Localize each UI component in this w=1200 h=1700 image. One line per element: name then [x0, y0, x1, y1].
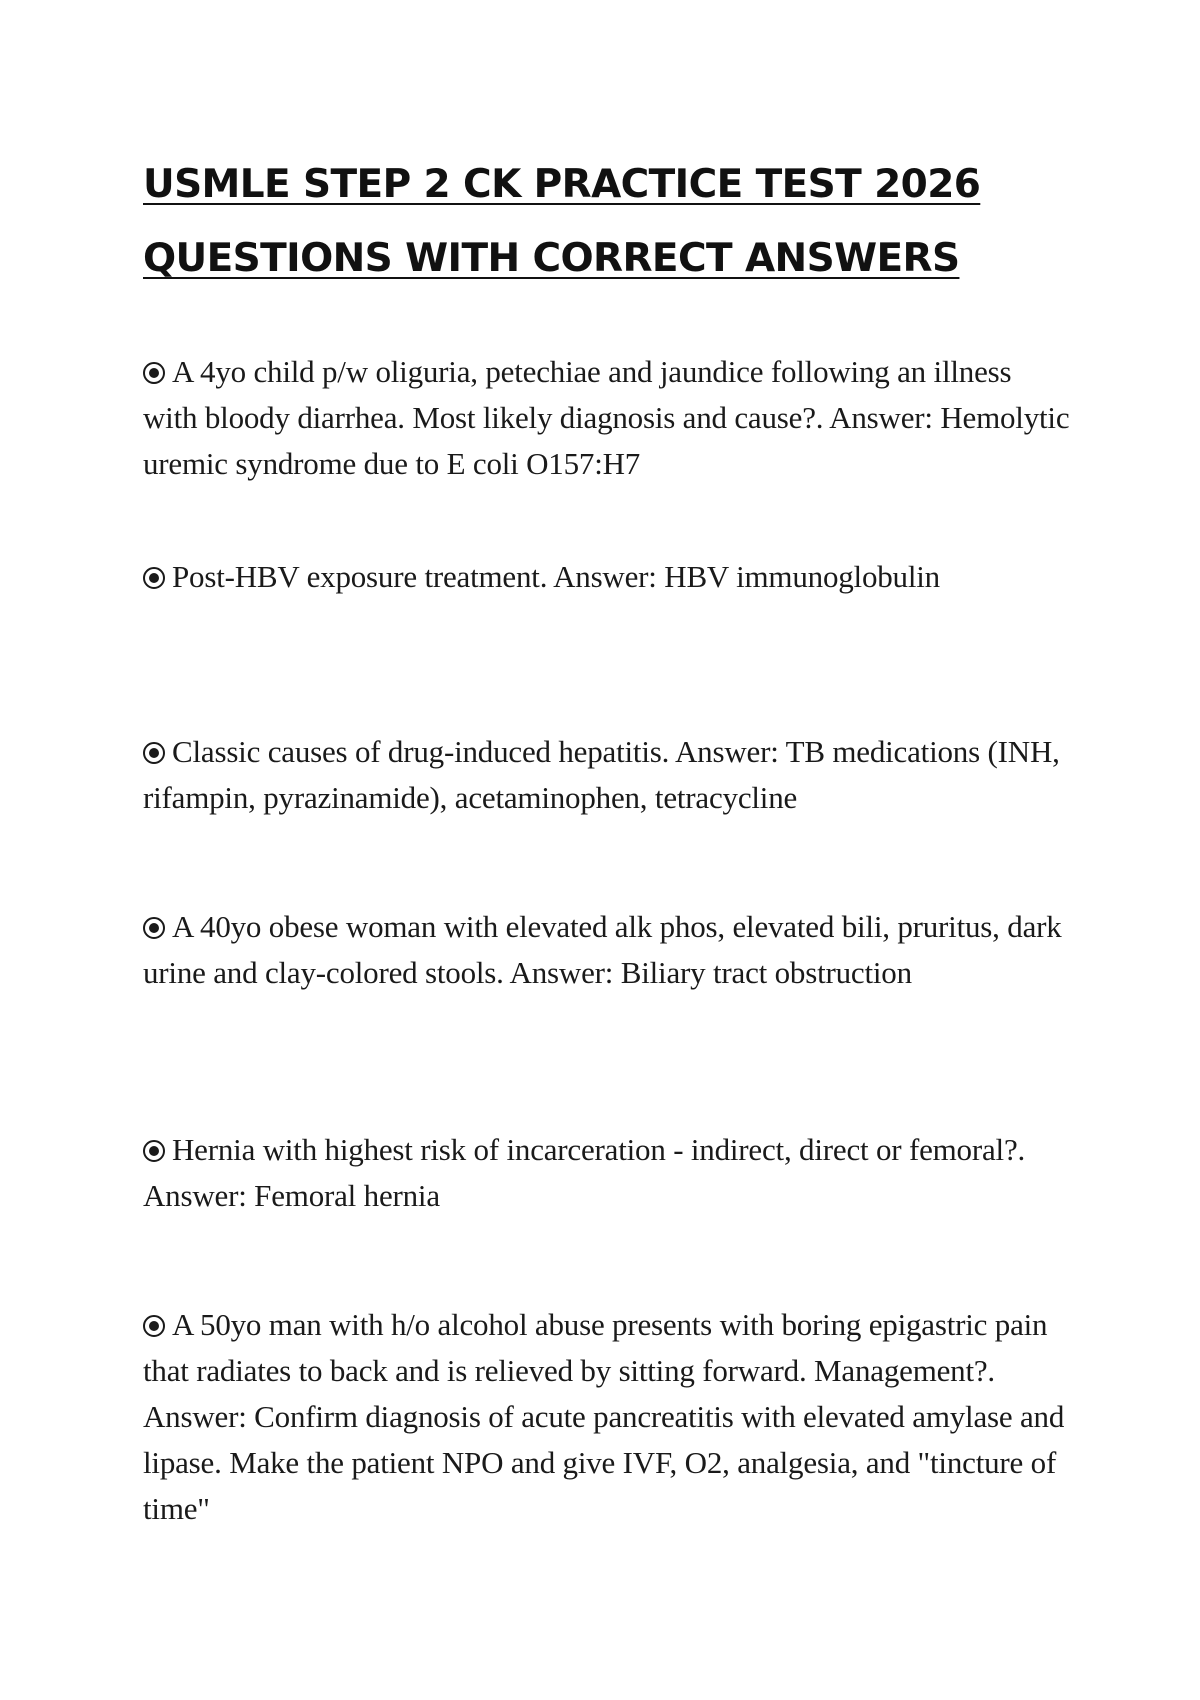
radio-bullet-icon — [143, 917, 165, 939]
qa-item-text: Hernia with highest risk of incarceration - indirect, direct or femoral?. Answer: Femoral hernia — [143, 1132, 1026, 1213]
qa-item — [143, 554, 1073, 600]
title-line — [143, 148, 1083, 222]
title-line-text: QUESTIONS WITH CORRECT ANSWERS — [143, 236, 960, 281]
qa-item-text: Post-HBV exposure treatment. Answer: HBV immunoglobulin — [172, 559, 940, 594]
qa-item-text: Classic causes of drug-induced hepatitis. Answer: TB medications (INH, rifampin, pyrazinamide), acetaminophen, tetracycline — [143, 734, 1060, 815]
title-line — [143, 222, 1083, 296]
qa-item — [143, 349, 1073, 487]
qa-item — [143, 1302, 1073, 1532]
document-title — [143, 148, 1083, 296]
radio-bullet-icon — [143, 1315, 165, 1337]
title-line-text: USMLE STEP 2 CK PRACTICE TEST 2026 — [143, 162, 981, 207]
radio-bullet-icon — [143, 362, 165, 384]
radio-bullet-icon — [143, 742, 165, 764]
qa-item-text: A 50yo man with h/o alcohol abuse presents with boring epigastric pain that radiates to back and is relieved by sitting forward. Management?. Answer: Confirm diagnosis of acute pancreatitis with elevated amylase and lipase. Make the patient NPO and give IVF, O2, analgesia, and "tincture of time" — [143, 1307, 1065, 1526]
qa-item-text: A 4yo child p/w oliguria, petechiae and jaundice following an illness with bloody diarrhea. Most likely diagnosis and cause?. Answer: Hemolytic uremic syndrome due to E coli O157:H7 — [143, 354, 1070, 481]
radio-bullet-icon — [143, 567, 165, 589]
qa-item — [143, 904, 1073, 996]
qa-item — [143, 729, 1073, 821]
qa-item-text: A 40yo obese woman with elevated alk phos, elevated bili, pruritus, dark urine and clay-colored stools. Answer: Biliary tract obstruction — [143, 909, 1062, 990]
qa-item — [143, 1127, 1073, 1219]
radio-bullet-icon — [143, 1140, 165, 1162]
